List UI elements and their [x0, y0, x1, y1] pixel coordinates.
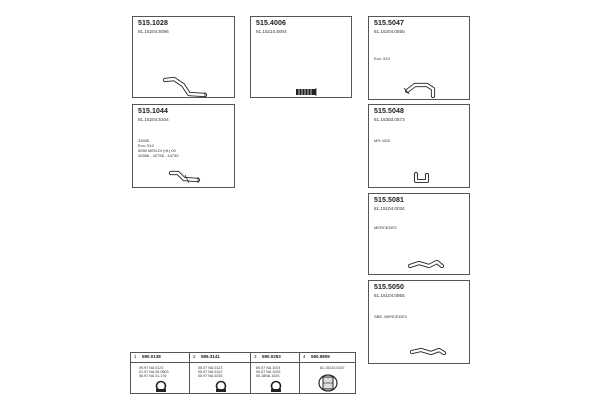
- accessory-box-4: [299, 352, 356, 394]
- accessory-part-number: 590.9809: [311, 354, 330, 359]
- accessory-ref: 89.07 NA 1024: [256, 366, 281, 370]
- clamp-icon: [213, 379, 229, 393]
- accessory-ref: 00.07 NA 1025: [256, 370, 281, 374]
- exhaust-pipe-drawing: [403, 79, 443, 101]
- fitment-note: MERCEDES: [374, 225, 397, 230]
- reference-number: 81.15104.0565: [374, 293, 405, 298]
- fitment-note: Eco: 510: [374, 56, 390, 61]
- accessory-ref: 81.15210.0247: [320, 366, 345, 370]
- exhaust-pipe-drawing: [409, 343, 447, 359]
- exhaust-pipe-drawing: [168, 167, 208, 187]
- fitment-note: Eco: 510: [138, 143, 154, 148]
- clamp-icon: [153, 379, 169, 393]
- flex-hose-drawing: [295, 87, 319, 97]
- part-card-7: [368, 280, 470, 364]
- accessory-ref: 05.97 NA 0235: [198, 374, 223, 378]
- part-card-1: [132, 16, 235, 98]
- reference-number: 81.15210.5004: [256, 29, 287, 34]
- heat-shield-icon: [316, 373, 340, 393]
- accessory-box-2: [189, 352, 251, 394]
- part-card-5: [368, 104, 470, 188]
- exhaust-pipe-drawing: [413, 169, 437, 187]
- part-number: 515.4006: [256, 20, 286, 27]
- fitment-note: SBE, MERCEDES: [374, 314, 407, 319]
- part-number: 515.1028: [138, 20, 168, 27]
- part-number: 515.5050: [374, 284, 404, 291]
- reference-number: 81.15204.0555: [374, 29, 405, 34]
- part-card-2: [250, 16, 352, 98]
- part-card-3: [368, 16, 470, 100]
- accessory-header: [131, 353, 189, 363]
- accessory-part-number: 589.3141: [201, 354, 220, 359]
- accessory-index: 1: [134, 354, 137, 359]
- exhaust-pipe-drawing: [407, 254, 447, 274]
- accessory-header: [251, 353, 299, 363]
- part-number: 515.5081: [374, 197, 404, 204]
- fitment-note: MS: M20: [374, 138, 391, 143]
- part-card-6: [368, 193, 470, 275]
- accessory-ref: 00.18NA 1025: [256, 374, 280, 378]
- part-number: 515.5048: [374, 108, 404, 115]
- accessory-index: 2: [193, 354, 196, 359]
- clamp-icon: [268, 379, 284, 393]
- accessory-index: 4: [303, 354, 306, 359]
- part-number: 515.1044: [138, 108, 168, 115]
- fitment-note: 33935: [138, 138, 150, 143]
- accessory-header: [300, 353, 355, 363]
- reference-number: 81.15204.5104: [138, 117, 169, 122]
- part-number: 515.5047: [374, 20, 404, 27]
- accessory-ref: 05.97 NA 0122: [198, 370, 223, 374]
- accessory-header: [190, 353, 250, 363]
- exhaust-pipe-drawing: [161, 74, 216, 98]
- accessory-box-1: [130, 352, 190, 394]
- reference-number: 81.1530d.0573: [374, 117, 405, 122]
- accessory-ref: 06.97 NA 01.176: [139, 374, 167, 378]
- accessory-ref: 05.07 NA 0123: [198, 366, 223, 370]
- part-card-4: [132, 104, 235, 188]
- accessory-box-3: [250, 352, 300, 394]
- reference-number: 81.15204.5096: [138, 29, 169, 34]
- accessory-part-number: 590.0293: [262, 354, 281, 359]
- accessory-part-number: 590.0138: [142, 354, 161, 359]
- fitment-note: 42656 - 42758 - 44739: [138, 153, 179, 158]
- reference-number: 81.15104.0034: [374, 206, 405, 211]
- accessory-index: 3: [254, 354, 257, 359]
- accessory-ref: 01.97 NA 06 0803: [139, 370, 169, 374]
- accessory-ref: 09.97 NA 0123: [139, 366, 164, 370]
- fitment-note: 5050 MEN.DI (rif.) 00: [138, 148, 176, 153]
